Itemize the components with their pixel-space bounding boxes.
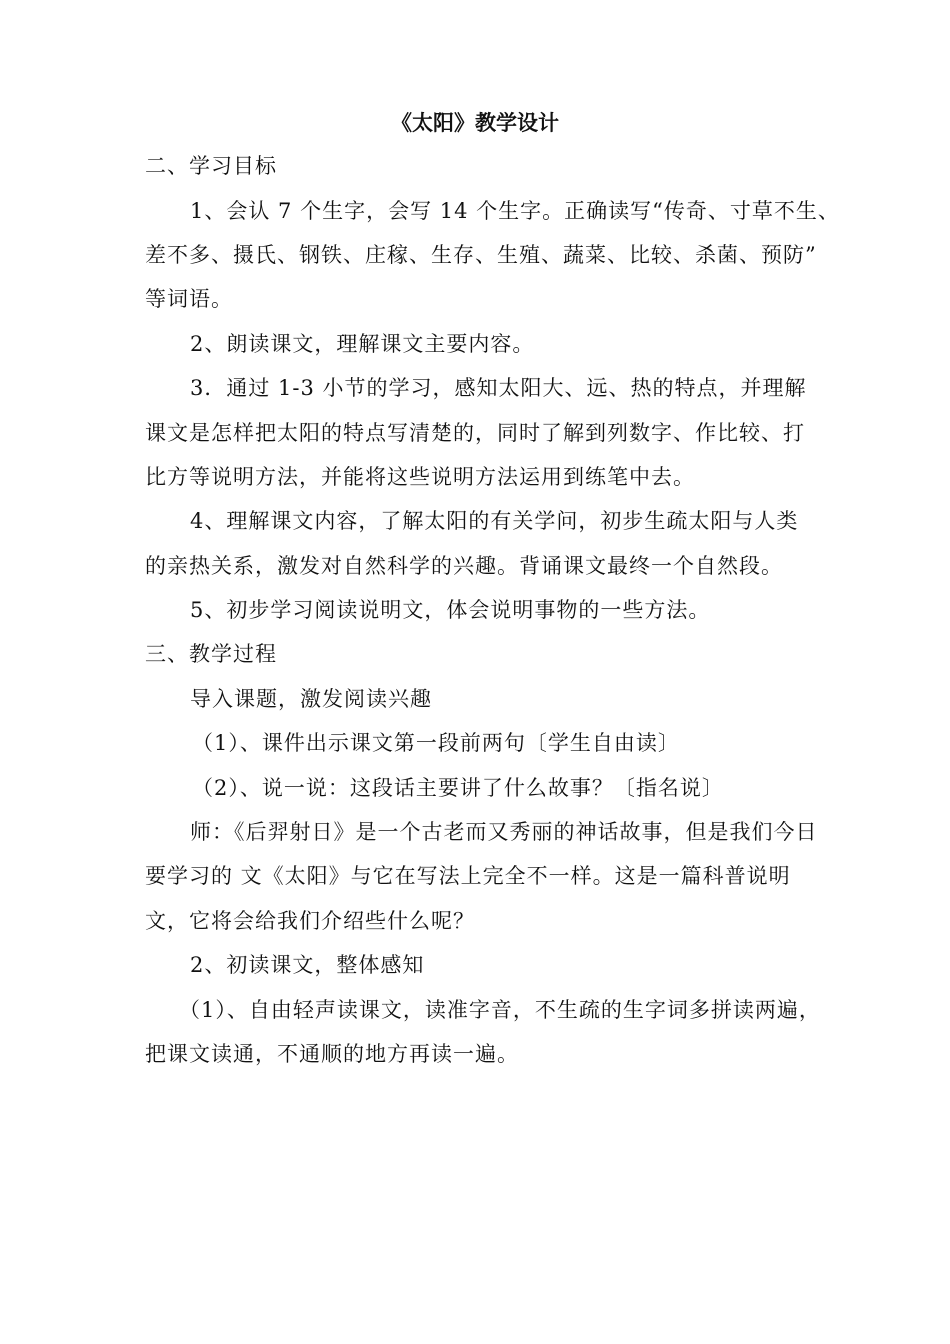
- section-heading-process: 三、教学过程: [145, 642, 277, 666]
- paragraph-line: （1）、自由轻声读课文，读准字音，不生疏的生字词多拼读两遍，: [179, 998, 821, 1022]
- paragraph-line: 4、理解课文内容，了解太阳的有关学问，初步生疏太阳与人类: [190, 509, 799, 533]
- paragraph-line: 比方等说明方法，并能将这些说明方法运用到练笔中去。: [145, 465, 695, 489]
- paragraph-line: 要学习的 文《太阳》与它在写法上完全不一样。这是一篇科普说明: [145, 864, 791, 888]
- paragraph-line: 3．通过 1-3 小节的学习，感知太阳大、远、热的特点，并理解: [190, 376, 807, 400]
- paragraph-line: 5、初步学习阅读说明文，体会说明事物的一些方法。: [190, 598, 711, 622]
- paragraph-line: （2）、说一说：这段话主要讲了什么故事？〔指名说〕: [192, 776, 724, 800]
- paragraph-line: 导入课题，激发阅读兴趣: [190, 687, 432, 711]
- paragraph-line: 2、朗读课文，理解课文主要内容。: [190, 332, 535, 356]
- paragraph-line: 课文是怎样把太阳的特点写清楚的，同时了解到列数字、作比较、打: [145, 421, 805, 445]
- paragraph-line: （1）、课件出示课文第一段前两句〔学生自由读〕: [192, 731, 680, 755]
- paragraph-line: 师：《后羿射日》是一个古老而又秀丽的神话故事，但是我们今日: [190, 820, 818, 844]
- paragraph-line: 2、初读课文，整体感知: [190, 953, 425, 977]
- paragraph-line: 把课文读通，不通顺的地方再读一遍。: [145, 1042, 519, 1066]
- section-heading-goals: 二、学习目标: [145, 154, 277, 178]
- paragraph-line: 等词语。: [145, 287, 233, 311]
- paragraph-line: 文，它将会给我们介绍些什么呢？: [145, 909, 475, 933]
- paragraph-line: 1、会认 7 个生字，会写 14 个生字。正确读写“传奇、寸草不生、: [190, 199, 840, 223]
- paragraph-line: 差不多、摄氏、钢铁、庄稼、生存、生殖、蔬菜、比较、杀菌、预防”: [145, 243, 817, 267]
- paragraph-line: 的亲热关系，激发对自然科学的兴趣。背诵课文最终一个自然段。: [145, 554, 783, 578]
- document-title: 《太阳》教学设计: [391, 110, 559, 135]
